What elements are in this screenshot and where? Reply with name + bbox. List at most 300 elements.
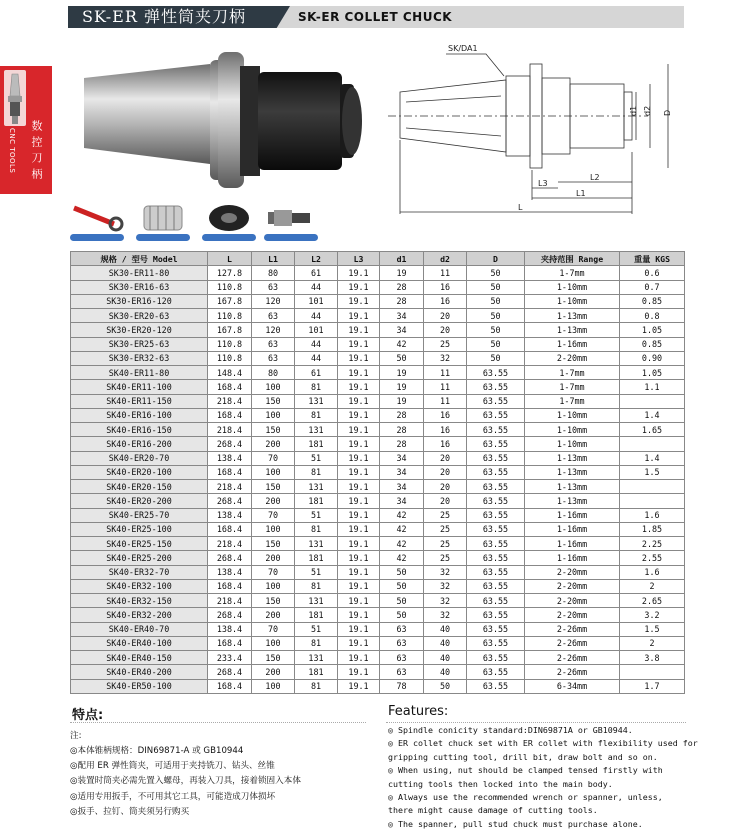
table-cell: 1-13mm <box>525 465 620 479</box>
table-cell: 63 <box>380 651 424 665</box>
table-cell: 63.55 <box>467 522 525 536</box>
table-cell: 168.4 <box>208 579 252 593</box>
table-cell: 20 <box>424 323 467 337</box>
drawing-label-sk: SK/DA1 <box>448 44 478 53</box>
table-cell: 19.1 <box>338 551 380 565</box>
table-cell: 34 <box>380 323 424 337</box>
table-cell: 268.4 <box>208 608 252 622</box>
table-cell: 19.1 <box>338 636 380 650</box>
table-cell: 42 <box>380 522 424 536</box>
table-cell: 218.4 <box>208 480 252 494</box>
table-cell: 28 <box>380 408 424 422</box>
table-cell: 1-13mm <box>525 480 620 494</box>
table-cell: 25 <box>424 522 467 536</box>
technical-drawing <box>386 40 696 220</box>
table-row <box>71 451 685 465</box>
table-cell: 19.1 <box>338 679 380 693</box>
tool-holder-mini-icon <box>4 70 26 126</box>
model-cell: SK40-ER40-200 <box>71 665 208 679</box>
features-en-list <box>388 724 698 831</box>
divider <box>386 722 686 723</box>
table-cell: 20 <box>424 480 467 494</box>
table-cell <box>620 394 685 408</box>
page-title-en: SK-ER COLLET CHUCK <box>298 10 453 24</box>
table-cell: 51 <box>295 508 338 522</box>
table-cell: 20 <box>424 494 467 508</box>
column-header: L2 <box>295 252 338 266</box>
model-cell: SK40-ER11-100 <box>71 380 208 394</box>
drawing-label-L3: L3 <box>538 179 548 188</box>
table-cell: 40 <box>424 636 467 650</box>
table-cell: 61 <box>295 366 338 380</box>
thumb-caption-bar <box>264 234 318 241</box>
list-item: cutting tools then locked into the main body. <box>388 778 613 789</box>
table-cell: 63.55 <box>467 665 525 679</box>
model-cell: SK30-ER32-63 <box>71 351 208 365</box>
table-cell: 120 <box>252 294 295 308</box>
table-cell: 32 <box>424 608 467 622</box>
spec-table <box>70 251 685 694</box>
table-cell: 11 <box>424 394 467 408</box>
drawing-label-L: L <box>518 203 523 212</box>
table-cell: 2-26mm <box>525 622 620 636</box>
table-cell <box>620 437 685 451</box>
table-cell: 81 <box>295 679 338 693</box>
table-cell: 63.55 <box>467 437 525 451</box>
table-cell: 63.55 <box>467 537 525 551</box>
model-cell: SK40-ER20-150 <box>71 480 208 494</box>
table-cell: 28 <box>380 294 424 308</box>
model-cell: SK40-ER40-70 <box>71 622 208 636</box>
table-cell: 19 <box>380 266 424 280</box>
table-cell: 1-10mm <box>525 294 620 308</box>
table-row <box>71 294 685 308</box>
side-category-tab <box>0 66 52 194</box>
table-cell: 0.85 <box>620 337 685 351</box>
side-label-en: CNC TOOLS <box>8 128 16 174</box>
table-cell: 1.05 <box>620 366 685 380</box>
thumb-collet <box>136 202 190 241</box>
table-cell: 127.8 <box>208 266 252 280</box>
column-header: L <box>208 252 252 266</box>
table-cell: 50 <box>467 309 525 323</box>
thumb-wrench <box>70 202 124 241</box>
table-cell: 19.1 <box>338 294 380 308</box>
table-cell: 131 <box>295 651 338 665</box>
table-cell: 2-20mm <box>525 351 620 365</box>
table-cell: 181 <box>295 494 338 508</box>
table-cell: 200 <box>252 608 295 622</box>
table-row <box>71 465 685 479</box>
table-cell: 19.1 <box>338 608 380 622</box>
table-cell: 1-7mm <box>525 366 620 380</box>
table-cell: 2-20mm <box>525 579 620 593</box>
table-cell: 20 <box>424 465 467 479</box>
table-cell: 218.4 <box>208 537 252 551</box>
table-cell: 2-26mm <box>525 636 620 650</box>
list-item: ◎ Always use the recommended wrench or spanner, unless, <box>388 792 663 803</box>
table-row <box>71 266 685 280</box>
table-cell: 34 <box>380 451 424 465</box>
table-cell: 1-16mm <box>525 337 620 351</box>
table-cell: 25 <box>424 551 467 565</box>
table-row <box>71 323 685 337</box>
table-row <box>71 579 685 593</box>
table-cell: 150 <box>252 394 295 408</box>
model-cell: SK40-ER25-200 <box>71 551 208 565</box>
table-cell: 19 <box>380 366 424 380</box>
table-cell: 50 <box>467 337 525 351</box>
table-cell: 28 <box>380 437 424 451</box>
model-cell: SK40-ER25-100 <box>71 522 208 536</box>
table-cell: 168.4 <box>208 522 252 536</box>
table-cell: 3.8 <box>620 651 685 665</box>
thumb-pull-stud <box>264 202 318 241</box>
table-row <box>71 636 685 650</box>
table-cell: 200 <box>252 494 295 508</box>
table-cell: 101 <box>295 323 338 337</box>
table-cell: 44 <box>295 309 338 323</box>
wrench-icon <box>70 202 124 234</box>
table-cell: 150 <box>252 651 295 665</box>
table-cell: 19.1 <box>338 494 380 508</box>
table-cell: 150 <box>252 480 295 494</box>
table-cell: 25 <box>424 508 467 522</box>
table-row <box>71 508 685 522</box>
table-cell: 63.55 <box>467 480 525 494</box>
table-cell: 32 <box>424 594 467 608</box>
table-cell: 19.1 <box>338 437 380 451</box>
table-cell: 131 <box>295 480 338 494</box>
table-cell: 1-7mm <box>525 266 620 280</box>
table-cell: 2.55 <box>620 551 685 565</box>
list-item: ◎ The spanner, pull stud chuck must purchase alone. <box>388 818 643 829</box>
table-cell: 101 <box>295 294 338 308</box>
table-cell: 1.05 <box>620 323 685 337</box>
table-cell: 0.6 <box>620 266 685 280</box>
table-cell: 131 <box>295 594 338 608</box>
table-cell: 63.55 <box>467 622 525 636</box>
table-cell: 63 <box>380 636 424 650</box>
table-cell: 1-10mm <box>525 408 620 422</box>
model-cell: SK40-ER20-100 <box>71 465 208 479</box>
model-cell: SK40-ER40-100 <box>71 636 208 650</box>
table-cell: 51 <box>295 565 338 579</box>
table-cell: 78 <box>380 679 424 693</box>
features-cn-note: 注: <box>70 731 82 741</box>
table-row <box>71 679 685 693</box>
table-cell: 19 <box>380 394 424 408</box>
table-cell: 200 <box>252 665 295 679</box>
table-cell: 40 <box>424 665 467 679</box>
model-cell: SK40-ER20-70 <box>71 451 208 465</box>
model-cell: SK40-ER11-80 <box>71 366 208 380</box>
column-header: d2 <box>424 252 467 266</box>
table-cell: 42 <box>380 537 424 551</box>
table-cell: 19.1 <box>338 394 380 408</box>
table-cell: 268.4 <box>208 494 252 508</box>
table-cell: 19.1 <box>338 280 380 294</box>
table-cell: 19.1 <box>338 579 380 593</box>
list-item: ◎扳手、拉钉、筒夹须另行购买 <box>70 806 190 817</box>
table-cell: 63.55 <box>467 679 525 693</box>
table-cell: 40 <box>424 651 467 665</box>
model-cell: SK40-ER50-100 <box>71 679 208 693</box>
table-cell: 2-26mm <box>525 651 620 665</box>
table-header-row <box>71 252 685 266</box>
table-cell: 181 <box>295 665 338 679</box>
table-cell: 1-13mm <box>525 451 620 465</box>
table-row <box>71 565 685 579</box>
table-cell: 150 <box>252 594 295 608</box>
table-cell: 16 <box>424 280 467 294</box>
column-header: 规格 / 型号 Model <box>71 252 208 266</box>
table-cell: 81 <box>295 579 338 593</box>
drawing-label-L2: L2 <box>590 173 600 182</box>
table-cell: 50 <box>380 608 424 622</box>
table-cell: 1.7 <box>620 679 685 693</box>
table-cell: 32 <box>424 565 467 579</box>
table-cell: 19.1 <box>338 423 380 437</box>
table-row <box>71 494 685 508</box>
table-cell: 1-13mm <box>525 309 620 323</box>
column-header: 重量 KGS <box>620 252 685 266</box>
model-cell: SK40-ER20-200 <box>71 494 208 508</box>
table-cell: 19.1 <box>338 480 380 494</box>
table-cell: 1-10mm <box>525 280 620 294</box>
table-cell: 2-20mm <box>525 565 620 579</box>
table-cell: 19.1 <box>338 665 380 679</box>
table-cell: 268.4 <box>208 437 252 451</box>
table-cell: 63.55 <box>467 394 525 408</box>
table-row <box>71 351 685 365</box>
table-cell: 25 <box>424 337 467 351</box>
model-cell: SK40-ER16-150 <box>71 423 208 437</box>
table-cell: 138.4 <box>208 451 252 465</box>
table-cell: 19.1 <box>338 537 380 551</box>
table-cell: 70 <box>252 622 295 636</box>
divider <box>70 722 366 723</box>
table-cell: 63.55 <box>467 594 525 608</box>
nut-icon <box>202 202 256 234</box>
table-cell: 63.55 <box>467 565 525 579</box>
model-cell: SK40-ER25-70 <box>71 508 208 522</box>
table-cell: 19.1 <box>338 522 380 536</box>
table-cell: 50 <box>467 323 525 337</box>
table-cell: 100 <box>252 522 295 536</box>
table-cell: 16 <box>424 423 467 437</box>
table-cell: 168.4 <box>208 380 252 394</box>
table-cell: 40 <box>424 622 467 636</box>
table-cell: 81 <box>295 408 338 422</box>
table-cell: 20 <box>424 451 467 465</box>
model-cell: SK40-ER16-100 <box>71 408 208 422</box>
table-cell: 0.85 <box>620 294 685 308</box>
table-row <box>71 551 685 565</box>
table-cell: 1.4 <box>620 408 685 422</box>
table-row <box>71 423 685 437</box>
table-cell: 0.7 <box>620 280 685 294</box>
table-cell: 1.65 <box>620 423 685 437</box>
table-cell: 138.4 <box>208 508 252 522</box>
table-cell: 2.65 <box>620 594 685 608</box>
table-cell: 50 <box>424 679 467 693</box>
list-item: ◎ Spindle conicity standard:DIN69871A or GB10944. <box>388 725 633 735</box>
table-cell: 70 <box>252 508 295 522</box>
drawing-label-d1: d1 <box>629 105 638 116</box>
model-cell: SK30-ER16-63 <box>71 280 208 294</box>
thumb-nut <box>202 202 256 241</box>
table-cell: 1-13mm <box>525 323 620 337</box>
pull-stud-icon <box>264 202 318 234</box>
list-item: gripping cutting tool, drill bit, draw bolt and so on. <box>388 751 658 762</box>
table-cell: 32 <box>424 351 467 365</box>
table-cell: 11 <box>424 266 467 280</box>
table-cell: 2 <box>620 636 685 650</box>
table-cell: 44 <box>295 337 338 351</box>
table-cell: 50 <box>380 351 424 365</box>
table-cell: 0.8 <box>620 309 685 323</box>
table-cell: 110.8 <box>208 280 252 294</box>
table-cell: 131 <box>295 537 338 551</box>
table-cell: 50 <box>467 294 525 308</box>
table-cell <box>620 494 685 508</box>
model-cell: SK40-ER32-70 <box>71 565 208 579</box>
table-cell: 42 <box>380 337 424 351</box>
table-cell: 81 <box>295 636 338 650</box>
table-cell: 63.55 <box>467 465 525 479</box>
table-cell: 51 <box>295 622 338 636</box>
table-cell: 200 <box>252 551 295 565</box>
table-cell: 63.55 <box>467 579 525 593</box>
table-cell: 34 <box>380 465 424 479</box>
table-cell: 1-13mm <box>525 494 620 508</box>
table-cell: 131 <box>295 423 338 437</box>
column-header: L3 <box>338 252 380 266</box>
table-cell: 150 <box>252 537 295 551</box>
table-cell: 19.1 <box>338 451 380 465</box>
table-cell: 63.55 <box>467 636 525 650</box>
drawing-label-D: D <box>663 109 672 116</box>
table-cell: 28 <box>380 423 424 437</box>
list-item: ◎本体锥柄规格：DIN69871-A 或 GB10944 <box>70 746 244 756</box>
table-cell: 167.8 <box>208 294 252 308</box>
table-cell: 1-7mm <box>525 394 620 408</box>
table-cell: 168.4 <box>208 636 252 650</box>
table-cell <box>620 665 685 679</box>
page-title-cn: SK-ER 弹性筒夹刀柄 <box>82 7 246 26</box>
table-cell: 63.55 <box>467 551 525 565</box>
table-cell: 34 <box>380 494 424 508</box>
model-cell: SK40-ER32-100 <box>71 579 208 593</box>
table-cell: 61 <box>295 266 338 280</box>
column-header: d1 <box>380 252 424 266</box>
table-row <box>71 622 685 636</box>
model-cell: SK40-ER11-150 <box>71 394 208 408</box>
table-cell: 120 <box>252 323 295 337</box>
table-row <box>71 309 685 323</box>
table-cell: 19.1 <box>338 323 380 337</box>
table-cell: 1-16mm <box>525 551 620 565</box>
table-cell: 19.1 <box>338 594 380 608</box>
model-cell: SK30-ER20-120 <box>71 323 208 337</box>
table-cell: 70 <box>252 451 295 465</box>
table-cell: 25 <box>424 537 467 551</box>
table-cell: 19.1 <box>338 651 380 665</box>
table-cell: 1-10mm <box>525 423 620 437</box>
table-cell: 50 <box>467 280 525 294</box>
table-cell: 19.1 <box>338 508 380 522</box>
table-cell: 19.1 <box>338 465 380 479</box>
table-cell: 16 <box>424 408 467 422</box>
table-cell: 1.5 <box>620 465 685 479</box>
table-cell: 1-16mm <box>525 537 620 551</box>
table-cell: 110.8 <box>208 351 252 365</box>
table-cell: 81 <box>295 465 338 479</box>
side-label-cn: 数控刀柄 <box>30 120 43 184</box>
table-cell: 80 <box>252 266 295 280</box>
product-photo <box>84 44 368 194</box>
column-header: 夹持范围 Range <box>525 252 620 266</box>
table-cell: 63.55 <box>467 366 525 380</box>
table-cell: 19.1 <box>338 380 380 394</box>
table-cell: 70 <box>252 565 295 579</box>
table-cell: 19 <box>380 380 424 394</box>
features-cn-list <box>70 744 301 820</box>
list-item: ◎配用 ER 弹性筒夹，可适用于夹持铣刀、钻头、丝锥 <box>70 761 275 772</box>
model-cell: SK40-ER16-200 <box>71 437 208 451</box>
table-cell: 268.4 <box>208 665 252 679</box>
table-cell: 3.2 <box>620 608 685 622</box>
table-cell: 63 <box>252 351 295 365</box>
list-item: ◎装置时筒夹必需先置入螺母，再装入刀具，接着锁固入本体 <box>70 776 301 787</box>
table-cell: 32 <box>424 579 467 593</box>
table-cell: 100 <box>252 579 295 593</box>
table-cell: 200 <box>252 437 295 451</box>
table-row <box>71 522 685 536</box>
table-row <box>71 337 685 351</box>
table-cell: 148.4 <box>208 366 252 380</box>
table-row <box>71 280 685 294</box>
table-cell: 0.90 <box>620 351 685 365</box>
table-cell: 16 <box>424 437 467 451</box>
table-row <box>71 608 685 622</box>
table-cell: 1.1 <box>620 380 685 394</box>
table-row <box>71 408 685 422</box>
table-cell <box>620 480 685 494</box>
thumb-caption-bar <box>136 234 190 241</box>
table-cell: 63.55 <box>467 380 525 394</box>
model-cell: SK40-ER32-200 <box>71 608 208 622</box>
table-cell: 34 <box>380 480 424 494</box>
column-header: L1 <box>252 252 295 266</box>
table-cell: 50 <box>467 266 525 280</box>
table-cell: 11 <box>424 380 467 394</box>
table-cell: 218.4 <box>208 594 252 608</box>
table-cell: 63.55 <box>467 423 525 437</box>
thumb-caption-bar <box>70 234 124 241</box>
table-cell: 1-10mm <box>525 437 620 451</box>
table-cell: 81 <box>295 522 338 536</box>
table-cell: 19.1 <box>338 266 380 280</box>
table-row <box>71 537 685 551</box>
table-cell: 44 <box>295 351 338 365</box>
table-cell: 100 <box>252 408 295 422</box>
table-row <box>71 665 685 679</box>
table-cell: 1.85 <box>620 522 685 536</box>
model-cell: SK30-ER20-63 <box>71 309 208 323</box>
table-cell: 131 <box>295 394 338 408</box>
